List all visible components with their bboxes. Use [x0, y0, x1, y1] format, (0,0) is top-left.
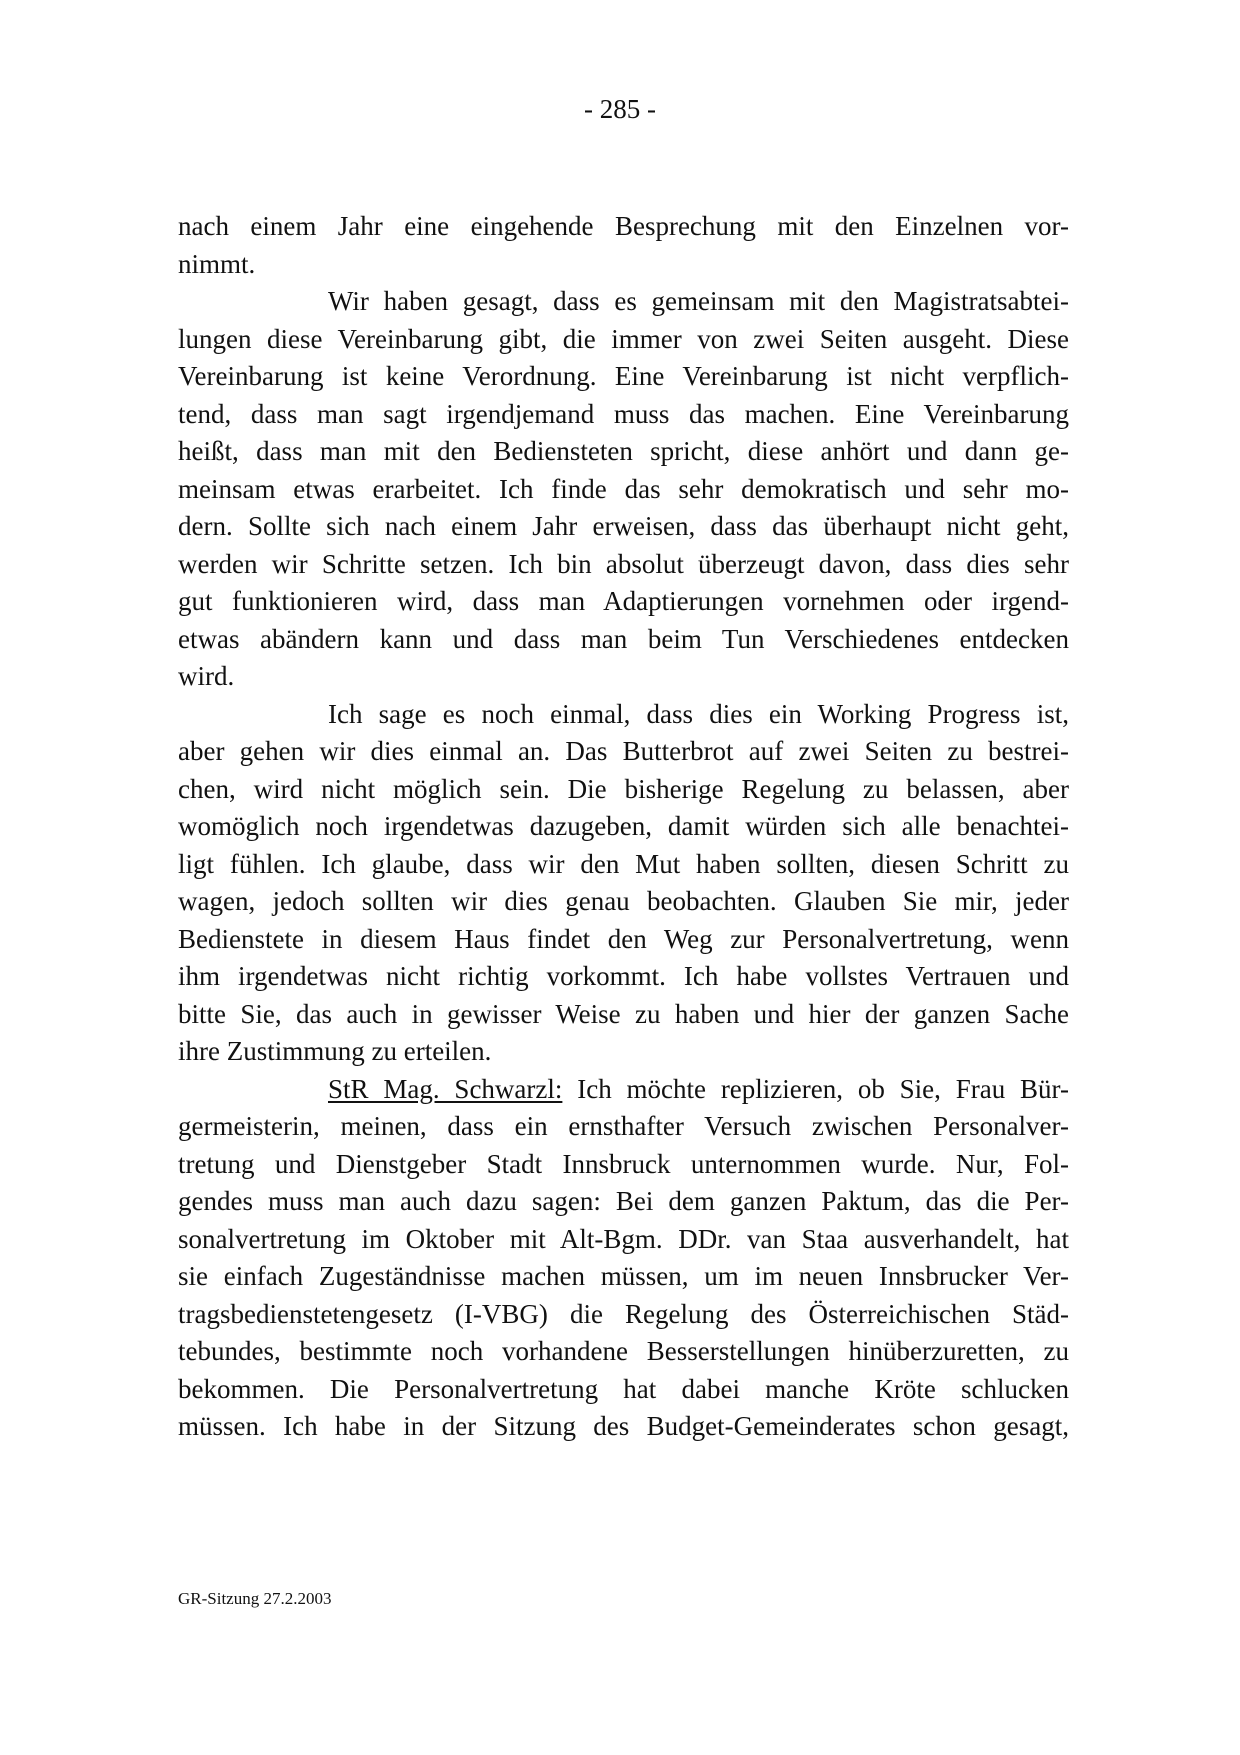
- text-line: ihre Zustimmung zu erteilen.: [178, 1036, 492, 1066]
- page-footer: GR-Sitzung 27.2.2003: [178, 1589, 332, 1608]
- text-line: nimmt.: [178, 248, 256, 279]
- text-line: meinsam etwas erarbeitet. Ich finde das sehr demokratisch und sehr mo-: [178, 473, 1069, 504]
- text-line: Wir haben gesagt, dass es gemeinsam mit den Magistratsabtei-: [328, 286, 1069, 316]
- text-line: gendes muss man auch dazu sagen: Bei dem ganzen Paktum, das die Per-: [178, 1186, 1069, 1216]
- text-line: tend, dass man sagt irgendjemand muss das machen. Eine Vereinbarung: [178, 398, 1069, 429]
- text-line: tebundes, bestimmte noch vorhandene Besserstellungen hinüberzuretten, zu: [178, 1336, 1069, 1366]
- text-line: Vereinbarung ist keine Verordnung. Eine Vereinbarung ist nicht verpflich-: [178, 361, 1069, 391]
- speaker-line: [178, 1071, 1069, 1109]
- text-line: bitte Sie, das auch in gewisser Weise zu haben und hier der ganzen Sache: [178, 998, 1069, 1029]
- text-line: tragsbedienstetengesetz (I-VBG) die Regelung des Österreichischen Städ-: [178, 1298, 1069, 1329]
- text-line: dern. Sollte sich nach einem Jahr erweisen, dass das überhaupt nicht geht,: [178, 511, 1069, 541]
- text-line: wird.: [178, 661, 235, 691]
- text-line: germeisterin, meinen, dass ein ernsthafter Versuch zwischen Personalver-: [178, 1111, 1069, 1141]
- text-line: etwas abändern kann und dass man beim Tun Verschiedenes entdecken: [178, 623, 1069, 654]
- text-line: Ich sage es noch einmal, dass dies ein Working Progress ist,: [328, 698, 1069, 729]
- text-line: chen, wird nicht möglich sein. Die bisherige Regelung zu belassen, aber: [178, 773, 1069, 804]
- text-line: ligt fühlen. Ich glaube, dass wir den Mut haben sollten, diesen Schritt zu: [178, 848, 1069, 879]
- text-line: Bedienstete in diesem Haus findet den Weg zur Personalvertretung, wenn: [178, 923, 1069, 954]
- text-line: tretung und Dienstgeber Stadt Innsbruck unternommen wurde. Nur, Fol-: [178, 1148, 1069, 1179]
- text-line: werden wir Schritte setzen. Ich bin absolut überzeugt davon, dass dies sehr: [178, 548, 1069, 579]
- text-line: wagen, jedoch sollten wir dies genau beobachten. Glauben Sie mir, jeder: [178, 886, 1069, 916]
- text-line: nach einem Jahr eine eingehende Besprechung mit den Einzelnen vor-: [178, 211, 1069, 241]
- text-line: müssen. Ich habe in der Sitzung des Budget-Gemeinderates schon gesagt,: [178, 1411, 1069, 1441]
- text-line: aber gehen wir dies einmal an. Das Butterbrot auf zwei Seiten zu bestrei-: [178, 736, 1069, 766]
- speaker-name: StR Mag. Schwarzl:: [328, 1073, 563, 1104]
- text-line: womöglich noch irgendetwas dazugeben, damit würden sich alle benachtei-: [178, 811, 1069, 841]
- text-line: sonalvertretung im Oktober mit Alt-Bgm. DDr. van Staa ausverhandelt, hat: [178, 1223, 1069, 1254]
- text-line: ihm irgendetwas nicht richtig vorkommt. Ich habe vollstes Vertrauen und: [178, 961, 1069, 991]
- document-body: [178, 208, 1069, 1446]
- speaker-line-text: Ich möchte replizieren, ob Sie, Frau Bür-: [562, 1073, 1069, 1104]
- text-line: lungen diese Vereinbarung gibt, die immer von zwei Seiten ausgeht. Diese: [178, 323, 1069, 354]
- text-line: sie einfach Zugeständnisse machen müssen, um im neuen Innsbrucker Ver-: [178, 1261, 1069, 1291]
- text-line: heißt, dass man mit den Bediensteten spricht, diese anhört und dann ge-: [178, 436, 1069, 466]
- page-number: - 285 -: [584, 94, 656, 124]
- text-line: gut funktionieren wird, dass man Adaptierungen vornehmen oder irgend-: [178, 586, 1069, 616]
- text-line: bekommen. Die Personalvertretung hat dabei manche Kröte schlucken: [178, 1373, 1069, 1404]
